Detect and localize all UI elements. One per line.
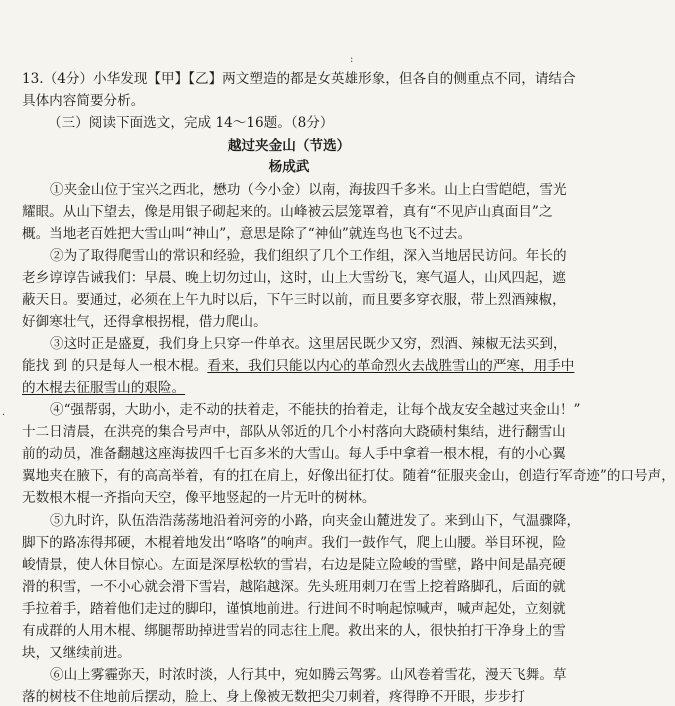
paragraph-1-line: ①夹金山位于宝兴之西北，懋功（今小金）以南，海拔四千多米。山上白雪皑皑，雪光 — [50, 182, 567, 198]
paragraph-4-line: 翼地夹在腋下，有的高高举着，有的扛在肩上，好像出征打仗。随着“征服夹金山，创造行军奇迹”的口号声， — [22, 468, 675, 484]
article-title: 越过夹金山（节选） — [227, 138, 351, 154]
paragraph-5-line: 峻情景，使人休目惊心。左面是深厚松软的雪岩，右边是陡立险峻的雪壁，路中间是晶亮硬 — [22, 557, 566, 573]
question-13-line-1: 13.（4分）小华发现【甲】【乙】两文塑造的都是女英雄形象，但各自的侧重点不同，请结合 — [22, 71, 576, 87]
scan-mark: : — [350, 54, 354, 65]
paragraph-2-line: ②为了取得爬雪山的常识和经验，我们组织了几个工作组，深入当地居民访问。年长的 — [50, 248, 567, 264]
paragraph-3-plain: 能找 到 的只是每人一根木棍。 — [22, 358, 208, 374]
paragraph-2-line: 好御寒壮气，还得拿根拐棍，借力爬山。 — [22, 314, 267, 330]
paragraph-6-line: ⑥山上雾霾弥天，时浓时淡，人行其中，宛如腾云驾雾。山风卷着雪花，漫天飞舞。草 — [50, 667, 567, 683]
paragraph-4-line: 无数根木棍一齐指向天空，像平地竖起的一片无叶的树林。 — [22, 490, 376, 506]
paragraph-5-line: ⑤九时许，队伍浩浩荡荡地沿着河旁的小路，向夹金山麓进发了。来到山下，气温骤降， — [50, 513, 581, 529]
paragraph-3-line — [22, 357, 575, 375]
paragraph-4-line: 前的动员，准备翻越这座海拔四千七百多米的大雪山。每人手中拿着一根木棍，有的小心翼 — [22, 446, 566, 462]
paragraph-5-line: 块，又继续前进。 — [22, 645, 131, 661]
paragraph-5-line: 滑的积雪，一不小心就会滑下雪岩，越陷越深。先头班用刺刀在雪上挖着路脚孔，后面的就 — [22, 579, 566, 595]
paragraph-6-line: 落的树枝不住地前后摆动，脸上、身上像被无数把尖刀刺着，疼得睁不开眼，步步打 — [22, 689, 525, 705]
section-heading: （三）阅读下面选文，完成 14～16题。（8分） — [48, 115, 334, 131]
underlined-sentence: 看来，我们只能以内心的革命烈火去战胜雪山的严寒，用手中 — [207, 358, 575, 374]
underlined-sentence-end: 的木棍去征服雪山的艰险。 — [22, 380, 186, 396]
paragraph-3-line: ③这时正是盛夏，我们身上只穿一件单衣。这里居民既少又穷，烈酒、辣椒无法买到， — [50, 336, 567, 352]
scan-mark: · — [2, 410, 6, 421]
paragraph-5-line: 手拉着手，踏着他们走过的脚印，谨慎地前进。行进间不时响起惊喊声，喊声起处，立刻就 — [22, 601, 566, 617]
paragraph-5-line: 有成群的人用木棍、绑腿帮助掉进雪岩的同志往上爬。救出来的人，很快拍打干净身上的雪 — [22, 623, 566, 639]
paragraph-4-line: 十二日清晨，在洪亮的集合号声中，部队从邻近的几个小村落向大跷碛村集结，进行翻雪山 — [22, 424, 566, 440]
paragraph-1-line: 耀眼。从山下望去，像是用银子砌起来的。山峰被云层笼罩着，真有“不见庐山真面目”之 — [22, 204, 553, 220]
paragraph-4-line: ④“强帮弱，大助小，走不动的扶着走，不能扶的抬着走，让每个战友安全越过夹金山！” — [50, 402, 581, 418]
paragraph-2-line: 蔽天日。要通过，必须在上午九时以后，下午三时以前，而且要多穿衣服，带上烈酒辣椒， — [22, 292, 566, 308]
paragraph-1-line: 概。当地老百姓把大雪山叫“神山”，意思是除了“神仙”就连鸟也飞不过去。 — [22, 226, 472, 242]
article-author: 杨成武 — [268, 159, 310, 175]
paragraph-2-line: 老乡谆谆告诫我们：早晨、晚上切勿过山，这时，山上大雪纷飞，寒气逼人，山风四起，遮 — [22, 270, 566, 286]
paragraph-5-line: 脚下的路冻得邦硬，木棍着地发出“咯咯”的响声。我们一鼓作气，爬上山腰。举目环视，险 — [22, 535, 567, 551]
question-13-line-2: 具体内容简要分析。 — [22, 93, 145, 109]
